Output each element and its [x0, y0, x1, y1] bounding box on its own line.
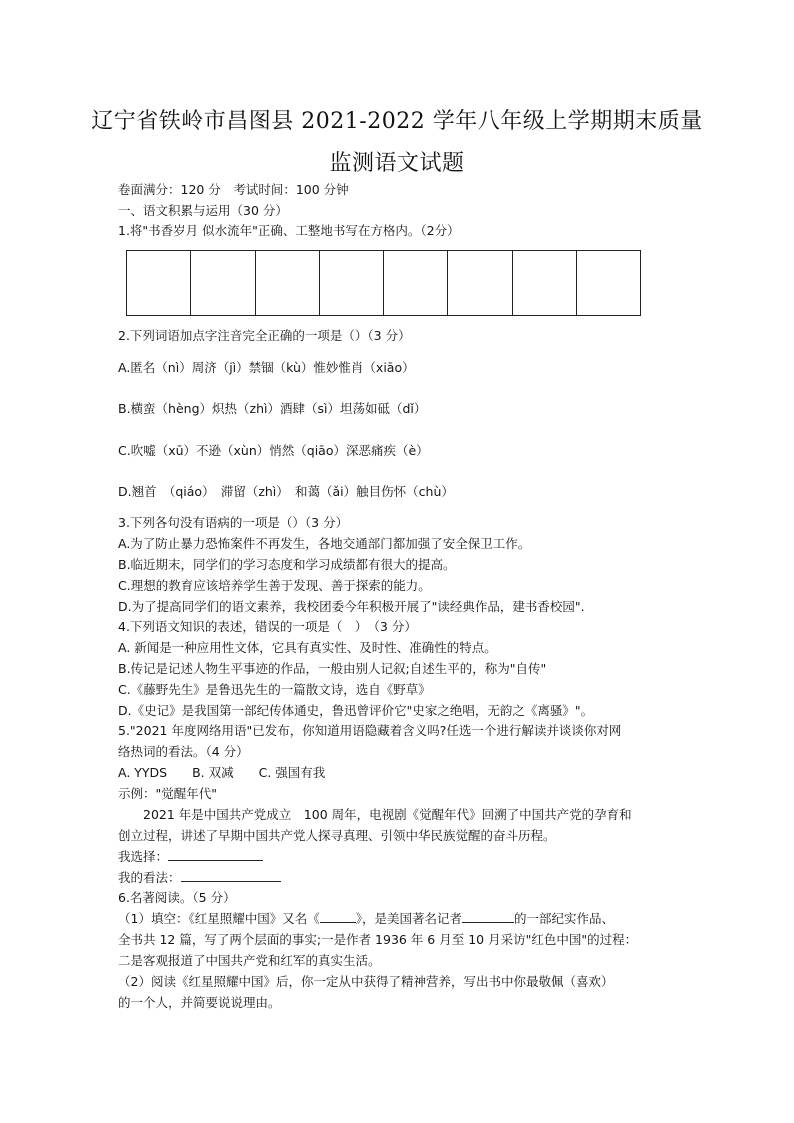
q6-part1-text: 的一部纪实作品、: [513, 911, 614, 926]
q5-example-label: 示例："觉醒年代": [118, 786, 217, 801]
question-4: 4.下列语文知识的表述，错误的一项是（ ） （3 分）: [118, 619, 417, 634]
q5-example-text-cont: 创立过程，讲述了早期中国共产党人探寻真理、引领中华民族觉醒的奋斗历程。: [118, 828, 556, 843]
q6-part1-cont: 二是客观报道了中国共产党和红军的真实生活。: [118, 953, 381, 968]
q5-view-row: [118, 869, 688, 887]
option-b: B.临近期末，同学们的学习态度和学习成绩都有很大的提高。: [118, 557, 456, 572]
option-a: A. 新闻是一种应用性文体，它具有真实性、及时性、准确性的特点。: [118, 640, 497, 655]
fill-blank[interactable]: [462, 910, 514, 923]
option-d: D.为了提高同学们的语文素养，我校团委今年积极开展了"读经典作品，建书香校园".: [118, 599, 585, 614]
q6-part1: [118, 910, 688, 928]
option-c: C.吹嘘（xū）不逊（xùn）悄然（qiāo）深恶痛疾（è）: [118, 443, 429, 458]
page-subtitle: 监测语文试题: [329, 151, 465, 176]
grid-cell[interactable]: [513, 251, 577, 315]
q6-part2: （2）阅读《红星照耀中国》后，你一定从中获得了精神营养，写出书中你最敬佩（喜欢）: [118, 974, 614, 989]
option-a: A.匿名（nì）周济（jì）禁锢（kù）惟妙惟肖（xiāo）: [118, 360, 415, 375]
q6-part1-cont: 全书共 12 篇，写了两个层面的事实;一是作者 1936 年 6 月至 10 月采访"红色中国"的过程：: [118, 932, 638, 947]
question-1: 1.将"书香岁月 似水流年"正确、工整地书写在方格内。（2分）: [118, 223, 460, 238]
fill-blank[interactable]: [320, 910, 356, 923]
q5-choose-row: [118, 848, 688, 866]
grid-cell[interactable]: [127, 251, 191, 315]
grid-cell[interactable]: [384, 251, 448, 315]
grid-cell[interactable]: [577, 251, 640, 315]
q6-part1-text: 》，是美国著名记者: [355, 911, 462, 926]
choose-label: 我选择：: [118, 849, 169, 864]
exam-info: 卷面满分：120 分 考试时间：100 分钟: [118, 182, 349, 197]
option-c: C.《藤野先生》是鲁迅先生的一篇散文诗，选自《野草》: [118, 682, 431, 697]
grid-cell[interactable]: [448, 251, 512, 315]
choose-blank[interactable]: [168, 848, 263, 861]
option-b: B.横蛮（hèng）炽热（zhì）酒肆（sì）坦荡如砥（dǐ）: [118, 401, 427, 416]
option-b: B.传记是记述人物生平事迹的作品，一般由别人记叙;自述生平的，称为"自传": [118, 661, 547, 676]
option-d: D.翘首 （qiáo） 滞留（zhì） 和蔼（ǎi）触目伤怀（chù）: [118, 484, 454, 499]
question-6: 6.名著阅读。（5 分）: [118, 890, 236, 905]
q5-example-text: 2021 年是中国共产党成立 100 周年，电视剧《觉醒年代》回溯了中国共产党的孕育和: [118, 807, 632, 822]
writing-grid[interactable]: [126, 250, 641, 316]
question-2: 2.下列词语加点字注音完全正确的一项是（）（3 分）: [118, 328, 411, 343]
option-d: D.《史记》是我国第一部纪传体通史，鲁迅曾评价它"史家之绝唱，无韵之《离骚》"。: [118, 703, 594, 718]
page-title: 辽宁省铁岭市昌图县 2021-2022 学年八年级上学期期末质量: [91, 109, 703, 134]
question-5-cont: 络热词的看法。（4 分）: [118, 744, 249, 759]
q6-part2-cont: 的一个人，并简要说说理由。: [118, 995, 281, 1010]
view-blank[interactable]: [181, 869, 281, 882]
question-3: 3.下列各句没有语病的一项是（）（3 分）: [118, 515, 349, 530]
grid-cell[interactable]: [320, 251, 384, 315]
option-a: A.为了防止暴力恐怖案件不再发生，各地交通部门都加强了安全保卫工作。: [118, 536, 531, 551]
question-5: 5."2021 年度网络用语"已发布，你知道用语隐藏着含义吗?任选一个进行解读并谈谈你对网: [118, 723, 622, 738]
q6-part1-text: （1）填空：《红星照耀中国》又名《: [118, 911, 320, 926]
view-label: 我的看法：: [118, 870, 181, 885]
grid-cell[interactable]: [256, 251, 320, 315]
section-heading: 一、语文积累与运用（30 分）: [118, 203, 288, 218]
option-c: C.理想的教育应该培养学生善于发现、善于探索的能力。: [118, 578, 431, 593]
q5-choices: A. YYDS B. 双减 C. 强国有我: [118, 765, 326, 780]
grid-cell[interactable]: [191, 251, 255, 315]
